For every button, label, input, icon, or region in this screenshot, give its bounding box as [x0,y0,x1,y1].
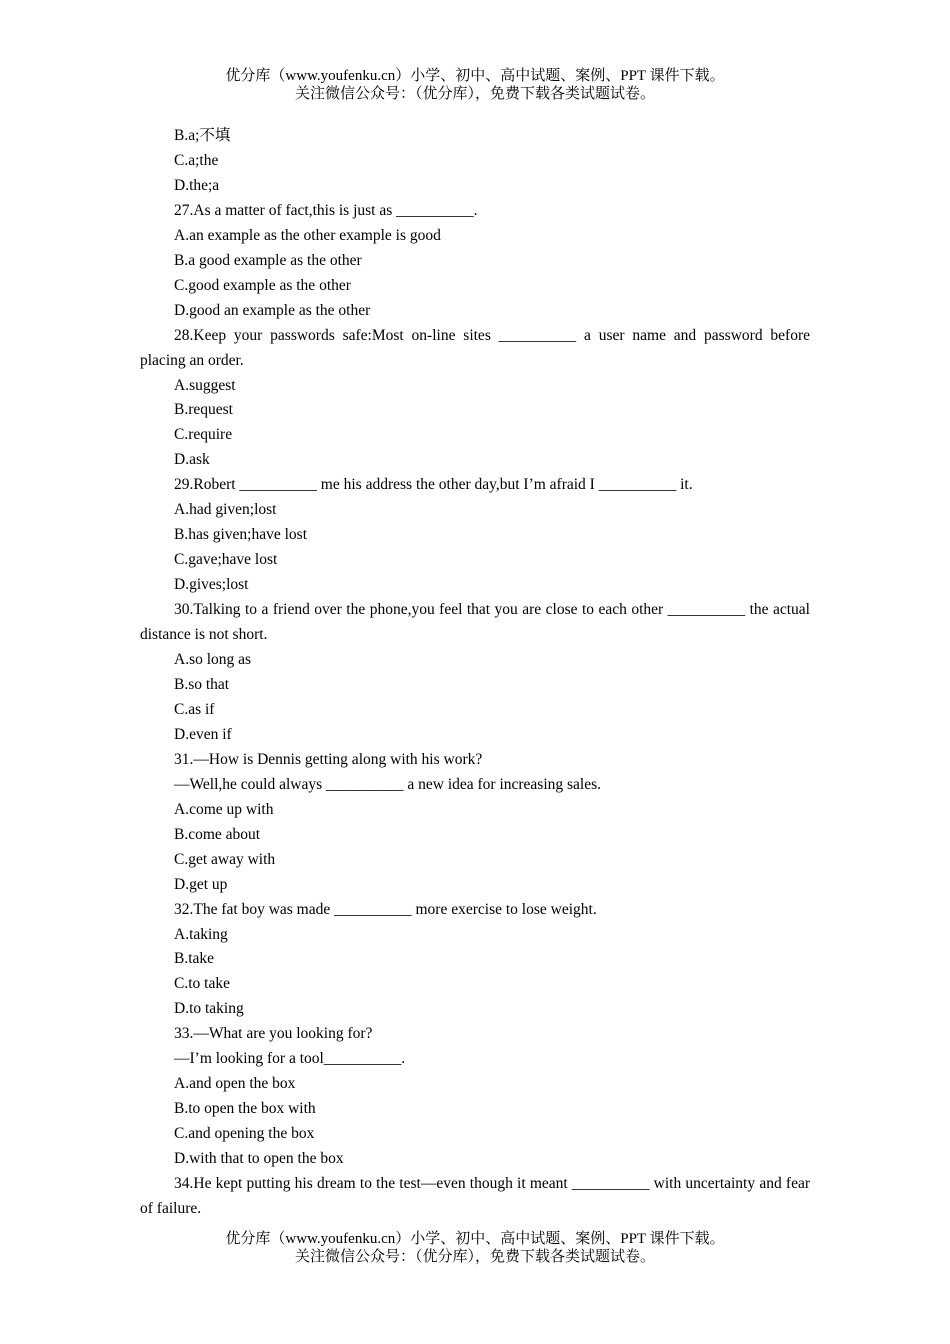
option: B.take [174,950,215,968]
footer-line-1: 优分库（www.youfenku.cn）小学、初中、高中试题、案例、PPT 课件下载。 [225,1231,725,1247]
option: D.good an example as the other [174,301,371,319]
question-31-stem-reply: —Well,he could always __________ a new idea for increasing sales. [174,775,602,793]
option: D.the;a [174,176,220,194]
option: B.request [174,401,233,419]
option: C.and opening the box [174,1125,315,1143]
question-34-stem: 34.He kept putting his dream to the test—even though it meant __________ with uncertainty and fear of failure. [140,1175,810,1217]
option: A.taking [174,925,228,943]
option: C.good example as the other [174,276,351,294]
option: C.a;the [174,151,219,169]
question-32-stem: 32.The fat boy was made __________ more exercise to lose weight. [174,900,597,918]
page-footer [0,1230,950,1266]
option: C.to take [174,975,230,993]
question-30-stem: 30.Talking to a friend over the phone,you feel that you are close to each other __________ the actual distance is not short. [140,601,810,644]
page-header [0,67,950,103]
question-27-stem: 27.As a matter of fact,this is just as __________. [174,201,478,219]
option: A.an example as the other example is good [174,226,441,244]
option: D.gives;lost [174,576,249,594]
option: B.to open the box with [174,1100,316,1118]
question-list [140,124,810,1222]
option: B.a;不填 [174,127,231,144]
option: B.has given;have lost [174,526,308,544]
option: C.get away with [174,850,276,868]
option: B.so that [174,675,230,693]
option: A.and open the box [174,1075,296,1093]
question-29-stem: 29.Robert __________ me his address the other day,but I’m afraid I __________ it. [174,476,693,494]
question-31-stem: 31.—How is Dennis getting along with his work? [174,750,483,768]
option: C.gave;have lost [174,551,278,569]
option: B.come about [174,825,261,843]
footer-line-2: 关注微信公众号：（优分库），免费下载各类试题试卷。 [294,1249,655,1265]
option: D.even if [174,725,232,743]
question-33-stem: 33.—What are you looking for? [174,1025,373,1043]
option: A.suggest [174,376,236,394]
option: A.so long as [174,651,252,669]
header-line-1: 优分库（www.youfenku.cn）小学、初中、高中试题、案例、PPT 课件下载。 [225,68,725,84]
option: D.get up [174,875,228,893]
header-line-2: 关注微信公众号：（优分库），免费下载各类试题试卷。 [294,86,655,102]
option: C.as if [174,700,215,718]
option: D.with that to open the box [174,1150,344,1168]
question-28-stem: 28.Keep your passwords safe:Most on-line sites __________ a user name and password before placing an order. [140,326,810,369]
option: A.had given;lost [174,501,277,519]
option: B.a good example as the other [174,251,362,269]
option: A.come up with [174,800,274,818]
question-33-stem-reply: —I’m looking for a tool__________. [174,1050,406,1068]
option: D.ask [174,451,210,469]
option: D.to taking [174,1000,244,1018]
option: C.require [174,426,233,444]
